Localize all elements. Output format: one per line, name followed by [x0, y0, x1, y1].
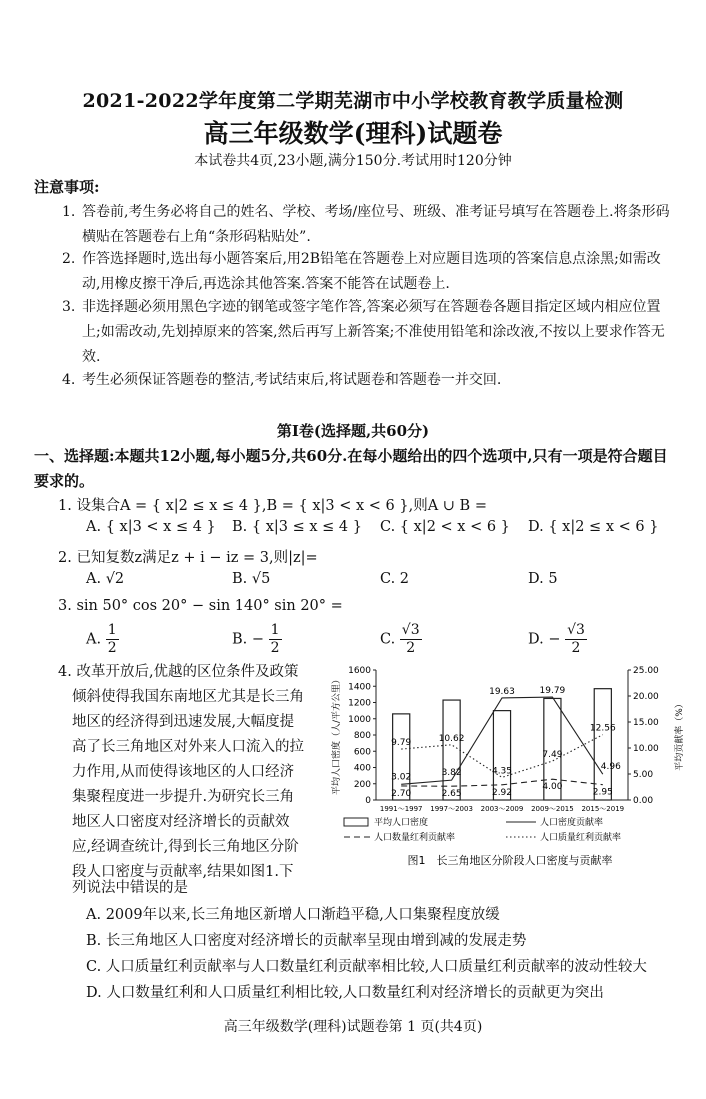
- note-text: 作答选择题时,选出每小题答案后,用2B铅笔在答题卷上对应题目选项的答案信息点涂黑;如需改动,用橡皮擦干净后,再选涂其他答案.答案不能答在试题卷上.: [82, 251, 661, 292]
- density-bar: [393, 714, 410, 800]
- option-label: C.: [380, 631, 396, 648]
- legend-label: 平均人口密度: [374, 818, 429, 828]
- q4-line: 集聚程度进一步提升.为研究长三角: [72, 789, 295, 805]
- density-bar: [594, 689, 611, 800]
- data-label: 9.79: [391, 738, 412, 749]
- fraction: $\frac{1}{2}$: [107, 622, 117, 656]
- fraction: $\frac{√3}{2}$: [567, 622, 585, 656]
- q4-line: 地区人口密度对经济增长的贡献效: [72, 814, 290, 830]
- data-label: 10.62: [438, 733, 465, 744]
- data-label: 19.79: [539, 686, 566, 697]
- legend-label: 人口质量红利贡献率: [540, 833, 622, 843]
- legend-swatch-bar: [344, 818, 368, 826]
- note-text: 考生必须保证答题卷的整洁,考试结束后,将试题卷和答题卷一并交回.: [82, 372, 502, 388]
- category-label: 1997～2003: [430, 805, 473, 813]
- category-label: 2015～2019: [581, 805, 625, 813]
- question-1-stem: 1. 设集合A = { x|2 ≤ x ≤ 4 },B = { x|3 < x < 6 },则A ∪ B =: [58, 498, 487, 514]
- exam-info: 本试卷共4页,23小题,满分150分.考试用时120分钟: [194, 153, 512, 169]
- q3-option-a: [86, 622, 119, 657]
- data-label: 4.35: [491, 766, 513, 777]
- exam-header-line: 2021-2022学年度第二学期芜湖市中小学校教育教学质量检测: [82, 90, 624, 112]
- note-number: 2.: [62, 251, 76, 267]
- q2-option-b: B. √5: [232, 571, 271, 587]
- right-tick-label: 20.00: [633, 692, 659, 702]
- note-number: 4.: [62, 372, 76, 388]
- q4-option-d: D. 人口数量红利和人口质量红利相比较,人口数量红利对经济增长的贡献更为突出: [86, 985, 604, 1001]
- data-label: 2.95: [592, 787, 613, 798]
- question-4-stem: [58, 660, 358, 885]
- fraction: $\frac{√3}{2}$: [401, 622, 420, 656]
- right-tick-label: 0.00: [633, 796, 654, 806]
- q1-option-b: B. { x|3 ≤ x ≤ 4 }: [232, 519, 362, 535]
- q3-option-c: [380, 622, 422, 657]
- data-label: 4.96: [600, 762, 621, 773]
- q4-line: 力作用,从而使得该地区的人口经济: [72, 764, 295, 780]
- left-tick-label: 1600: [348, 666, 371, 676]
- question-2-stem: 2. 已知复数z满足z + i − iz = 3,则|z|=: [58, 550, 318, 566]
- q4-line: 高了长三角地区对外来人口流入的拉: [72, 739, 304, 755]
- page-footer: 高三年级数学(理科)试题卷第 1 页(共4页): [223, 1019, 483, 1035]
- note-item-1: [62, 200, 676, 250]
- left-tick-label: 800: [353, 731, 371, 741]
- exam-title: 高三年级数学(理科)试题卷: [203, 119, 503, 148]
- q4-line: 倾斜使得我国东南地区尤其是长三角: [72, 689, 304, 705]
- fraction: $\frac{1}{2}$: [270, 622, 280, 656]
- left-axis-title: 平均人口密度（人/平方公里）: [332, 674, 342, 796]
- data-label: 7.49: [542, 750, 563, 761]
- data-label: 2.92: [491, 787, 513, 798]
- section-instructions: 一、选择题:本题共12小题,每小题5分,共60分.在每小题给出的四个选项中,只有一项是符合题目要求的。: [34, 447, 668, 490]
- chart-title: 图1 长三角地区分阶段人口密度与贡献率: [407, 854, 613, 867]
- q4-option-a: A. 2009年以来,长三角地区新增人口渐趋平稳,人口集聚程度放缓: [86, 907, 500, 923]
- data-label: 3.82: [441, 768, 462, 779]
- q3-option-d: [528, 622, 587, 657]
- note-number: 3.: [62, 299, 76, 315]
- q4-option-b: B. 长三角地区人口密度对经济增长的贡献率呈现由增到减的发展走势: [86, 933, 527, 949]
- density-bar: [443, 700, 460, 800]
- q4-line: 段人口密度与贡献率,结果如图1.下: [72, 864, 294, 880]
- left-tick-label: 400: [353, 763, 371, 774]
- left-tick-label: 200: [353, 779, 371, 790]
- left-tick-label: 1400: [348, 682, 371, 693]
- category-label: 2009～2015: [531, 805, 574, 813]
- left-tick-label: 600: [353, 747, 371, 758]
- note-text: 非选择题必须用黑色字迹的钢笔或签字笔作答,答案必须写在答题卷各题目指定区域内相应位置上;如需改动,先划掉原来的答案,然后再写上新答案;不准使用铅笔和涂改液,不按以上要求作答无效.: [82, 299, 665, 365]
- right-tick-label: 15.00: [633, 718, 659, 728]
- q2-option-c: C. 2: [380, 571, 410, 587]
- population-density-chart: [330, 662, 690, 872]
- left-tick-label: 1200: [348, 698, 371, 709]
- right-tick-label: 5.00: [633, 770, 654, 780]
- data-label: 2.65: [441, 789, 462, 800]
- data-label: 2.70: [391, 788, 412, 799]
- data-label: 12.56: [589, 723, 616, 734]
- data-label: 3.02: [391, 772, 412, 783]
- q2-option-d: D. 5: [528, 571, 558, 587]
- q4-line: 应,经调查统计,得到长三角地区分阶: [72, 839, 299, 855]
- legend-label: 人口数量红利贡献率: [374, 833, 456, 843]
- note-item-4: [62, 368, 676, 393]
- category-label: 1991～1997: [379, 805, 423, 813]
- option-label: D. −: [528, 631, 561, 648]
- right-tick-label: 25.00: [633, 666, 659, 676]
- data-label: 4.00: [542, 782, 563, 793]
- part-title: 第Ⅰ卷(选择题,共60分): [276, 422, 430, 440]
- q4-line: 4. 改革开放后,优越的区位条件及政策: [58, 664, 299, 680]
- right-axis-title: 平均贡献率（%）: [675, 699, 685, 771]
- legend-label: 人口密度贡献率: [540, 818, 604, 828]
- question-3-stem: 3. sin 50° cos 20° − sin 140° sin 20° =: [58, 598, 343, 614]
- option-label: B. −: [232, 631, 265, 648]
- notes-title: 注意事项:: [34, 178, 100, 196]
- left-tick-label: 1000: [348, 714, 371, 725]
- q4-line-tail: 列说法中错误的是: [72, 880, 188, 896]
- q3-option-b: [232, 622, 282, 657]
- q1-option-a: A. { x|3 < x ≤ 4 }: [86, 519, 216, 535]
- note-item-3: [62, 295, 676, 370]
- data-label: 19.63: [489, 686, 515, 697]
- q1-option-c: C. { x|2 < x < 6 }: [380, 519, 510, 535]
- category-label: 2003～2009: [480, 805, 524, 813]
- note-number: 1.: [62, 204, 76, 220]
- left-tick-label: 0: [365, 796, 371, 806]
- option-label: A.: [86, 631, 102, 648]
- q4-line: 地区的经济得到迅速发展,大幅度提: [72, 714, 295, 730]
- note-item-2: [62, 247, 676, 297]
- q2-option-a: A. √2: [86, 571, 125, 587]
- q4-option-c: C. 人口质量红利贡献率与人口数量红利贡献率相比较,人口质量红利贡献率的波动性较大: [86, 959, 647, 975]
- density-bar: [491, 711, 513, 800]
- right-tick-label: 10.00: [633, 744, 659, 754]
- note-text: 答卷前,考生务必将自己的姓名、学校、考场/座位号、班级、准考证号填写在答题卷上.将条形码横贴在答题卷右上角“条形码粘贴处”.: [82, 204, 670, 245]
- q1-option-d: D. { x|2 ≤ x < 6 }: [528, 519, 659, 535]
